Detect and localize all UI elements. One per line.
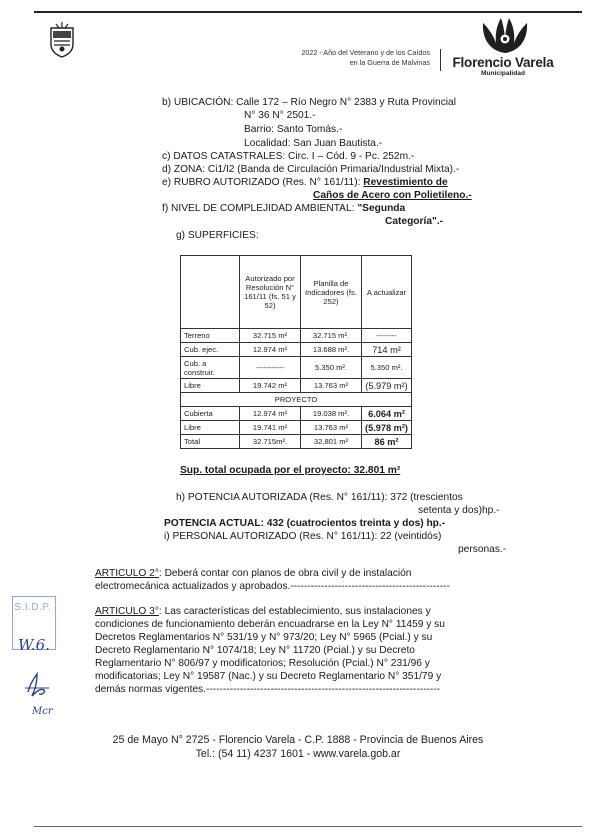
cell-planilla: 19.038 m². [301, 407, 362, 421]
cell-planilla: 32.715 m². [301, 329, 362, 343]
footer-address: 25 de Mayo N° 2725 - Florencio Varela - C.P. 1888 - Provincia de Buenos Aires [112, 734, 484, 746]
articulo-3-title: ARTICULO 3° [95, 606, 159, 617]
item-h-potencia-line-2: setenta y dos)hp.- [418, 505, 500, 516]
cell-actualizar: 86 m² [362, 435, 412, 449]
top-border-line [34, 11, 582, 13]
item-e-prefix: e) RUBRO AUTORIZADO (Res. N° 161/11): [162, 177, 361, 188]
cell-autorizado: 12.974 m² [240, 343, 301, 357]
cell-autorizado: 19.742 m² [240, 379, 301, 393]
articulo-2-line-2: electromecánica actualizados y aprobados.----------------------------------------------- [95, 581, 450, 592]
item-i-personal-line-2: personas.- [458, 544, 507, 555]
item-b-localidad: Localidad: San Juan Bautista.- [244, 138, 383, 149]
potencia-actual: POTENCIA ACTUAL: 432 (cuatrocientos treinta y dos) hp.- [164, 518, 446, 529]
motto-line-2: en la Guerra de Malvinas [349, 58, 430, 67]
articulo-2-title: ARTICULO 2° [95, 568, 159, 579]
table-row [181, 421, 412, 435]
item-c-catastrales: c) DATOS CATASTRALES: Circ. I – Cód. 9 - Pc. 252m.- [162, 151, 415, 162]
cell-actualizar: -------- [362, 329, 412, 343]
cell-actualizar: 5.350 m². [362, 357, 412, 379]
articulo-3-line-7: demás normas vigentes.--------------------------------------------------------------------- [95, 684, 441, 695]
articulo-3-line-3: Decretos Reglamentarios N° 531/19 y N° 973/20; Ley N° 5965 (Pcial.) y su [95, 632, 433, 643]
surfaces-table [180, 255, 412, 449]
cell-actualizar: 6.064 m² [362, 407, 412, 421]
item-f-bold-2: Categoría".- [385, 216, 444, 227]
cell-autorizado: 12.974 m² [240, 407, 301, 421]
cell-planilla: 32.801 m² [301, 435, 362, 449]
cell-autorizado: ----------- [240, 357, 301, 379]
cell-planilla: 5.350 m². [301, 357, 362, 379]
row-label: Libre [181, 379, 240, 393]
item-f-bold-1: "Segunda [357, 203, 406, 214]
item-e-rubro [162, 177, 448, 189]
table-row [181, 435, 412, 449]
header-motto [258, 48, 430, 68]
articulo-3-line-4: Decreto Reglamentario N° 1074/18; Ley N° 11720 (Pcial.) y su Decreto [95, 645, 415, 656]
item-i-personal-line-1: i) PERSONAL AUTORIZADO (Res. N° 161/11): 22 (veintidós) [164, 531, 442, 542]
proyecto-section-label: PROYECTO [181, 393, 412, 407]
header-separator [440, 49, 441, 71]
articulo-2-text: : Deberá contar con planos de obra civil y de instalación [158, 568, 412, 579]
cell-actualizar: (5.979 m²) [362, 379, 412, 393]
table-header-row [181, 256, 412, 329]
articulo-3-text: : Las características del establecimiento, sus instalaciones y [158, 606, 431, 617]
item-h-potencia-line-1: h) POTENCIA AUTORIZADA (Res. N° 161/11): 372 (trescientos [176, 492, 463, 503]
logo-name: Florencio Varela [452, 55, 554, 70]
logo-subtitle: Municipalidad [481, 70, 525, 77]
item-b-barrio: Barrio: Santo Tomás.- [244, 124, 343, 135]
row-label: Terreno [181, 329, 240, 343]
cell-autorizado: 32.715m². [240, 435, 301, 449]
item-g-superficies: g) SUPERFICIES: [176, 230, 259, 241]
table-corner-cell [181, 256, 240, 329]
item-e-rubro-bold-2: Caños de Acero con Polietileno.- [313, 190, 472, 201]
handwritten-signature-icon [22, 670, 52, 700]
motto-line-1: 2022 - Año del Veterano y de los Caídos [301, 48, 430, 57]
item-e-rubro-bold-1: Revestimiento de [363, 177, 448, 188]
table-row [181, 379, 412, 393]
cell-actualizar: (5.978 m²) [362, 421, 412, 435]
bottom-border-line [34, 826, 582, 827]
item-d-zona: d) ZONA: Ci1/I2 (Banda de Circulación Primaria/Industrial Mixta).- [162, 164, 460, 175]
cell-autorizado: 19.741 m² [240, 421, 301, 435]
municipal-crest-icon [47, 22, 77, 58]
cell-planilla: 13.763 m² [301, 421, 362, 435]
florencio-varela-flower-logo-icon [480, 17, 530, 55]
item-f-complejidad [162, 203, 405, 215]
row-label: Cubierta [181, 407, 240, 421]
table-section-row [181, 393, 412, 407]
articulo-2-line-1 [95, 568, 411, 580]
row-label: Total [181, 435, 240, 449]
handwritten-initials: W.6. [18, 636, 50, 654]
footer-contact: Tel.: (54 11) 4237 1601 - www.varela.gob.ar [195, 748, 401, 760]
cell-planilla: 13.763 m² [301, 379, 362, 393]
item-b-line-2: N° 36 N° 2501.- [244, 110, 316, 121]
col-autorizado-header: Autorizado por Resolución N° 161/11 (fs. 51 y 52) [240, 256, 301, 329]
articulo-3-line-5: Reglamentario N° 806/97 y modificatorios; Resolución (Pcial.) N° 231/96 y [95, 658, 430, 669]
col-planilla-header: Planilla de Indicadores (fs. 252) [301, 256, 362, 329]
handwritten-note: Mcr [32, 706, 53, 717]
row-label: Cub. a construir. [181, 357, 240, 379]
item-b-line-1: b) UBICACIÓN: Calle 172 – Río Negro N° 2383 y Ruta Provincial [162, 97, 456, 108]
total-superficie-line: Sup. total ocupada por el proyecto: 32.801 m² [180, 465, 401, 476]
stamp-label: S.I.D.P. [14, 602, 52, 613]
row-label: Libre [181, 421, 240, 435]
table-row [181, 329, 412, 343]
col-actualizar-header: A actualizar [362, 256, 412, 329]
cell-autorizado: 32.715 m² [240, 329, 301, 343]
articulo-3-line-1 [95, 606, 431, 618]
table-row [181, 407, 412, 421]
articulo-3-line-6: modificatorias; Ley N° 19587 (Nac.) y su Decreto Reglamentario N° 351/79 y [95, 671, 442, 682]
cell-planilla: 13.688 m². [301, 343, 362, 357]
row-label: Cub. ejec. [181, 343, 240, 357]
articulo-3-line-2: condiciones de funcionamiento deberán encuadrarse en la Ley N° 11459 y su [95, 619, 445, 630]
cell-actualizar: 714 m² [362, 343, 412, 357]
item-f-prefix: f) NIVEL DE COMPLEJIDAD AMBIENTAL: [162, 203, 355, 214]
table-row [181, 357, 412, 379]
table-row [181, 343, 412, 357]
